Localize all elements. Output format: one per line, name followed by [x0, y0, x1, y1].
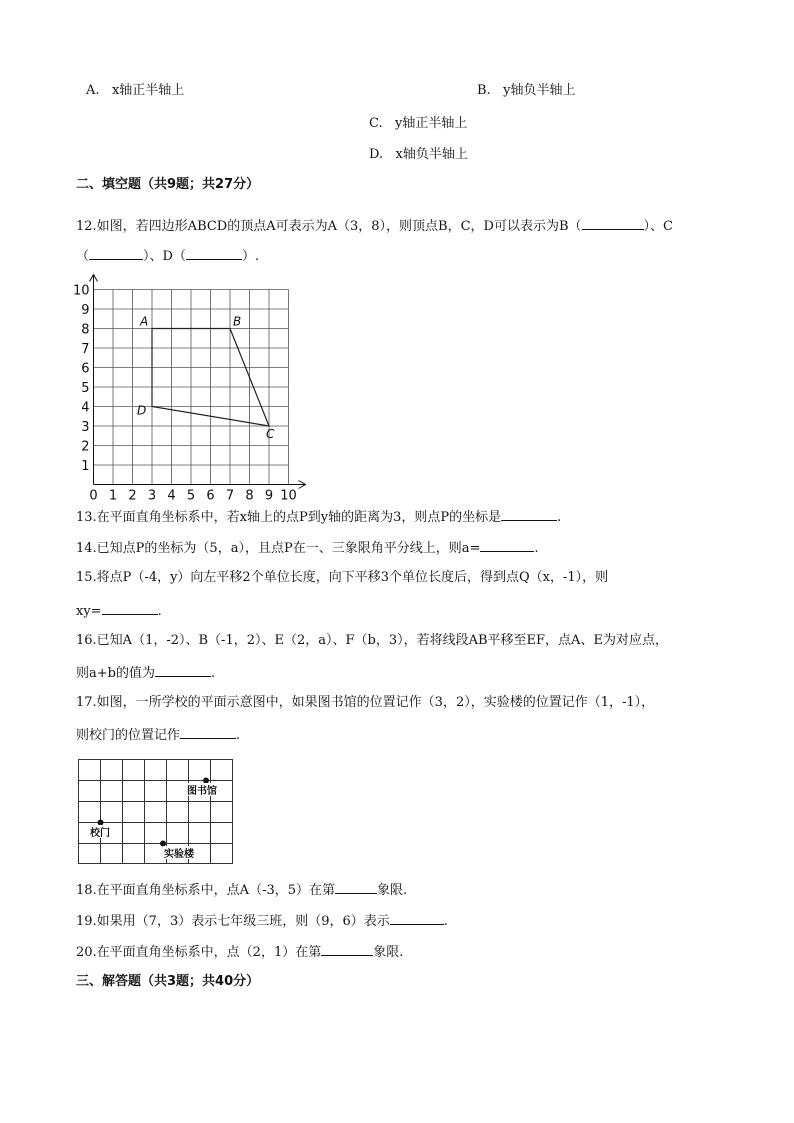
- q15-blank[interactable]: [102, 601, 158, 615]
- x-tick-label: 5: [186, 488, 196, 502]
- y-tick-label: 5: [81, 381, 90, 396]
- option-d: [369, 146, 468, 164]
- q16-blank[interactable]: [155, 663, 211, 677]
- chart-polygon: [137, 315, 275, 442]
- x-tick-label: 2: [128, 488, 137, 502]
- option-c-text: y轴正半轴上: [395, 116, 468, 131]
- q14-end: .: [534, 541, 539, 556]
- q12-text: 12.如图，若四边形ABCD的顶点A可表示为A（3，8），则顶点B，C，D可以表示为B（: [76, 219, 582, 234]
- q20-text: 20.在平面直角坐标系中，点（2，1）在第: [76, 945, 322, 960]
- q12-blank-b[interactable]: [582, 216, 644, 230]
- option-a-letter: A.: [86, 83, 100, 98]
- chart-ticks: [73, 284, 297, 503]
- y-tick-label: 8: [81, 322, 90, 338]
- point-label-c: C: [266, 427, 275, 441]
- q13-text: 13.在平面直角坐标系中，若x轴上的点P到y轴的距离为3，则点P的坐标是: [76, 510, 502, 525]
- q18-blank[interactable]: [335, 880, 377, 894]
- y-tick-label: 1: [81, 459, 90, 474]
- q12-blank-c[interactable]: [89, 246, 143, 260]
- gate-point: [98, 820, 104, 826]
- coordinate-chart: [70, 270, 310, 502]
- x-tick-label: 4: [167, 488, 176, 502]
- q20-blank[interactable]: [321, 942, 373, 956]
- q12-text-b: ）、D（: [143, 249, 186, 264]
- option-b-text: y轴负半轴上: [503, 83, 576, 98]
- library-label: 图书馆: [187, 786, 217, 797]
- q19-end: .: [443, 914, 448, 929]
- option-d-letter: D.: [369, 147, 384, 162]
- q13-end: .: [557, 510, 562, 525]
- point-label-b: B: [233, 314, 242, 329]
- q18-text: 18.在平面直角坐标系中，点A（-3，5）在第: [76, 883, 335, 898]
- lab-point: [160, 841, 166, 847]
- chart-axes: [90, 275, 306, 489]
- q16-text: 则a+b的值为: [76, 666, 155, 681]
- q14-text: 14.已知点P的坐标为（5，a），且点P在一、三象限角平分线上，则a=: [76, 541, 481, 556]
- q13: [76, 507, 561, 527]
- q17-blank[interactable]: [180, 725, 236, 739]
- q17-line2: [76, 725, 240, 745]
- option-c-letter: C.: [369, 116, 383, 131]
- point-label-a: A: [140, 314, 149, 329]
- q12-line2: [76, 246, 259, 266]
- q19: [76, 911, 448, 931]
- option-b: [477, 82, 575, 100]
- q17-end: .: [236, 728, 241, 743]
- y-tick-label: 9: [81, 303, 90, 318]
- option-a: [86, 82, 184, 100]
- x-tick-label: 3: [147, 488, 157, 502]
- q17-text: 则校门的位置记作: [76, 728, 181, 743]
- q16-line1: 16.已知A（1，-2）、B（-1，2）、E（2，a）、F（b，3），若将线段AB平移至EF，点A、E为对应点，: [76, 633, 668, 648]
- school-map-grid: [79, 760, 233, 864]
- q12-text-c: ）.: [241, 249, 260, 264]
- y-tick-label: 2: [81, 439, 90, 455]
- q12-text-a: （: [76, 249, 90, 264]
- section-answer-heading: 三、解答题（共3题；共40分）: [76, 974, 260, 989]
- y-tick-label: 6: [81, 361, 90, 377]
- option-d-text: x轴负半轴上: [395, 147, 468, 162]
- q18-end: 象限.: [377, 883, 408, 898]
- q19-blank[interactable]: [390, 911, 444, 925]
- q13-blank[interactable]: [501, 507, 557, 521]
- x-tick-label: 10: [280, 488, 297, 502]
- lab-label: 实验楼: [164, 849, 194, 860]
- q12-line1: [76, 216, 673, 236]
- x-tick-label: 1: [108, 488, 118, 502]
- school-map: [76, 756, 236, 868]
- q16-end: .: [210, 666, 216, 681]
- x-tick-label: 8: [245, 488, 254, 502]
- q12-blank-d[interactable]: [186, 246, 242, 260]
- q14: [76, 538, 538, 558]
- q17-line1: 17.如图，一所学校的平面示意图中，如果图书馆的位置记作（3，2），实验楼的位置记作（1，-1），: [76, 695, 655, 710]
- option-a-text: x轴正半轴上: [111, 83, 185, 98]
- q15-text: xy=: [76, 604, 102, 619]
- option-b-letter: B.: [477, 83, 491, 98]
- x-tick-label: 7: [225, 488, 235, 502]
- q15-line1: 15.将点P（-4，y）向左平移2个单位长度，向下平移3个单位长度后，得到点Q（x，-1），则: [76, 570, 609, 585]
- q18: [76, 880, 407, 900]
- x-tick-label: 6: [206, 488, 215, 502]
- q14-blank[interactable]: [480, 538, 534, 552]
- q20: [76, 942, 403, 962]
- q19-text: 19.如果用（7，3）表示七年级三班，则（9，6）表示: [76, 914, 390, 929]
- x-tick-label: 0: [89, 488, 98, 502]
- q20-end: 象限.: [373, 945, 404, 960]
- section-fill-heading: 二、填空题（共9题；共27分）: [76, 177, 260, 192]
- q15-line2: [76, 601, 162, 621]
- y-tick-label: 4: [81, 400, 90, 416]
- option-c: [369, 115, 467, 133]
- q15-end: .: [157, 604, 162, 619]
- gate-label: 校门: [90, 828, 110, 839]
- y-tick-label: 3: [81, 420, 90, 435]
- q12-text-end: ）、C: [643, 219, 673, 234]
- point-label-d: D: [137, 403, 147, 418]
- chart-grid: [94, 290, 289, 485]
- library-point: [203, 778, 209, 784]
- y-tick-label: 10: [72, 283, 90, 299]
- q16-line2: [76, 663, 215, 683]
- y-tick-label: 7: [81, 342, 90, 357]
- x-tick-label: 9: [264, 488, 274, 502]
